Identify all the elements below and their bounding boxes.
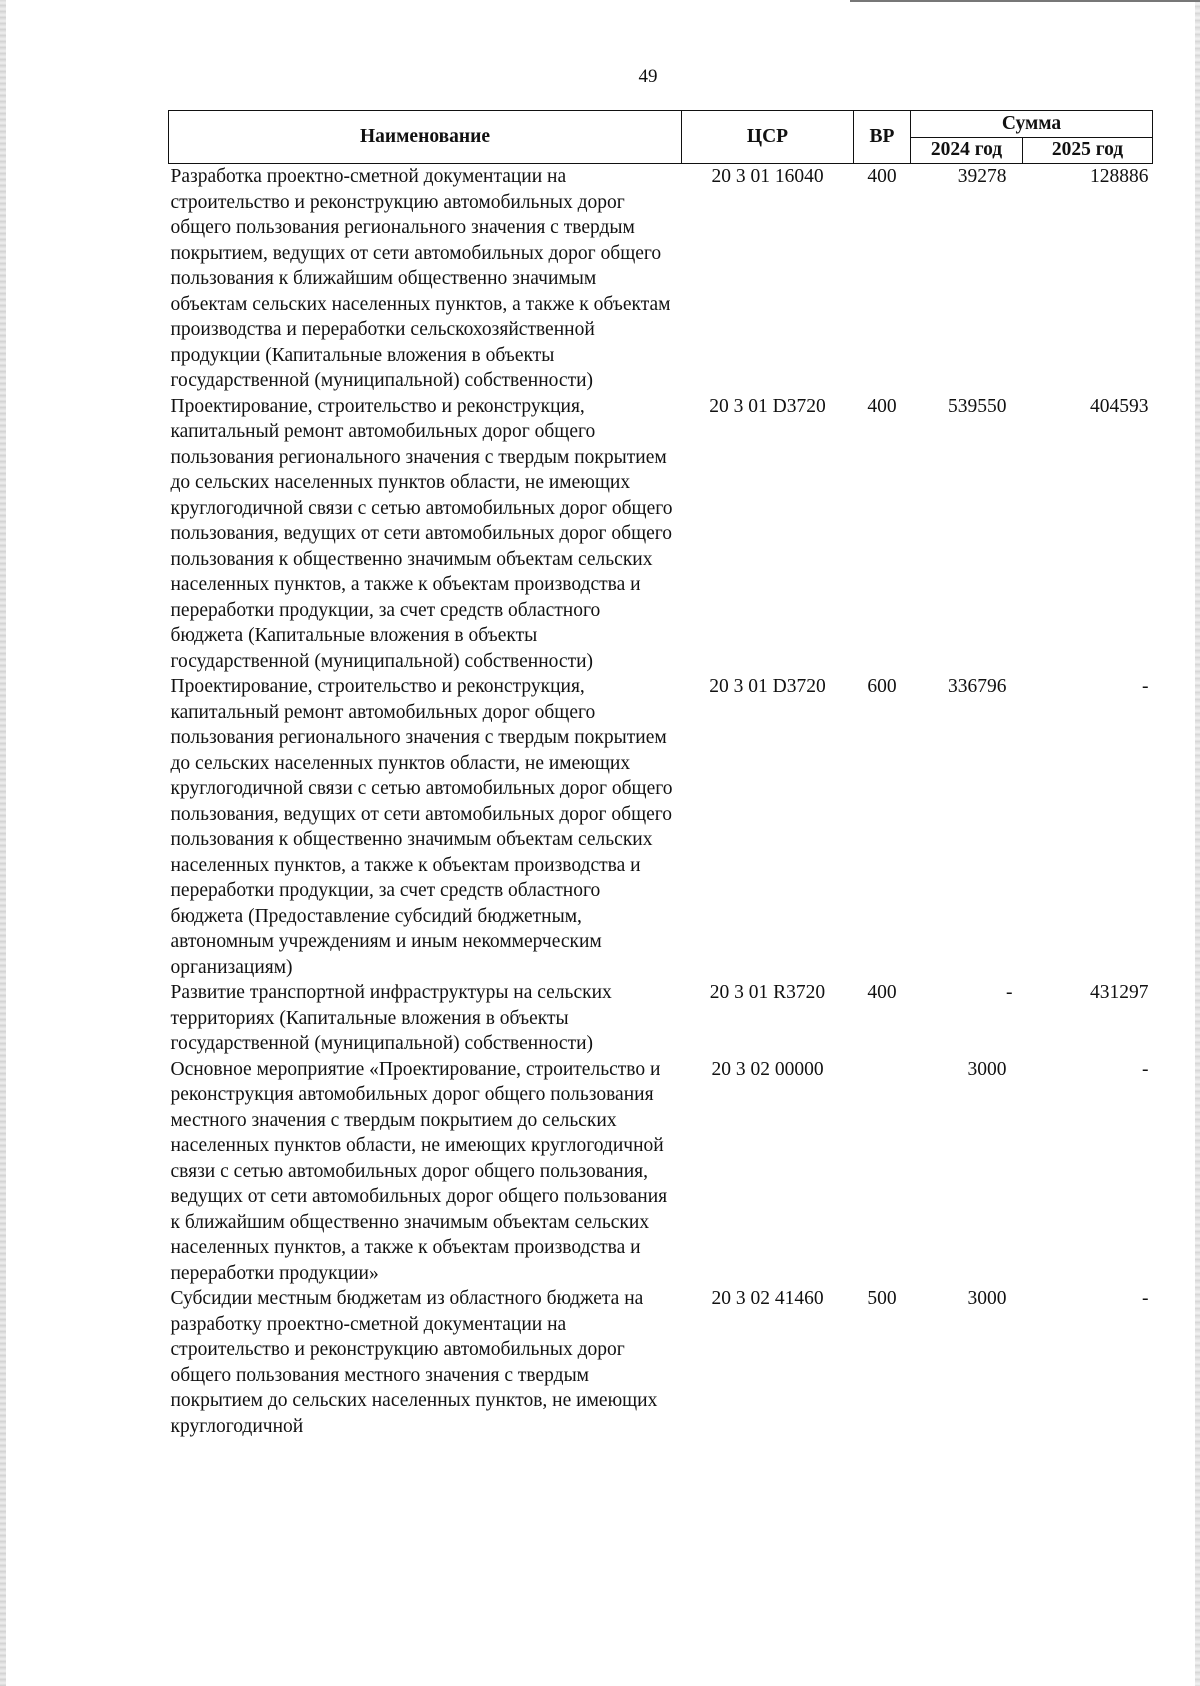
row-name: Проектирование, строительство и реконструкция, капитальный ремонт автомобильных дорог общего пользования регионального значения с твердым покрытием до сельских населенных пунктов области, не имеющих круглогодичной связи с сетью автомобильных дорог общего пользования, ведущих от сети автомобильных дорог общего пользования к общественно значимым объектам сельских населенных пунктов, а также к объектам производства и переработки продукции, за счет средств областного бюджета (Предоставление субсидий бюджетным, автономным учреждениям и иным некоммерческим организациям) (170, 676, 673, 978)
row-sum-2024: 3000 (967, 1058, 1007, 1080)
row-sum-2025: 128886 (1090, 166, 1149, 187)
row-name: Основное мероприятие «Проектирование, строительство и реконструкция автомобильных дорог общего пользования местного значения с твердым покрытием до сельских населенных пунктов области, не имеющих круглогодичной связи с сетью автомобильных дорог общего пользования, ведущих от сети автомобильных дорог общего пользования к ближайшим общественно значимым объектам сельских населенных пунктов, а также к объектам производства и переработки продукции» (170, 1058, 668, 1284)
row-sum-2024: 3000 (967, 1288, 1007, 1309)
row-csr: 20 3 01 16040 (711, 166, 824, 187)
row-sum-2024: 336796 (948, 676, 1007, 697)
header-name: Наименование (169, 111, 682, 164)
header-year-2025: 2025 год (1023, 137, 1153, 164)
row-csr: 20 3 01 D3720 (709, 676, 826, 697)
page-number: 49 (638, 66, 658, 87)
table-row (169, 394, 1153, 675)
row-vr: 400 (867, 395, 897, 417)
row-name: Проектирование, строительство и реконструкция, капитальный ремонт автомобильных дорог общего пользования регионального значения с твердым покрытием до сельских населенных пунктов области, не имеющих круглогодичной связи с сетью автомобильных дорог общего пользования, ведущих от сети автомобильных дорог общего пользования к общественно значимым объектам сельских населенных пунктов, а также к объектам производства и переработки продукции, за счет средств областного бюджета (Капитальные вложения в объекты государственной (муниципальной) собственности) (170, 395, 673, 672)
row-sum-2024: - (1006, 982, 1013, 1003)
header-year-2024: 2024 год (911, 137, 1023, 164)
row-vr (854, 1057, 911, 1287)
row-sum-2024: 39278 (957, 166, 1007, 187)
table-row (169, 164, 1153, 394)
header-csr: ЦСР (682, 111, 854, 164)
row-sum-2025: 404593 (1090, 395, 1149, 417)
row-name: Разработка проектно-сметной документации на строительство и реконструкцию автомобильных дорог общего пользования регионального значения с твердым покрытием, ведущих от сети автомобильных дорог общего пользования к ближайшим общественно значимым объектам сельских населенных пунктов, а также к объектам производства и переработки сельскохозяйственной продукции (Капитальные вложения в объекты государственной (муниципальной) собственности) (170, 166, 671, 391)
header-sum: Сумма (911, 111, 1153, 138)
row-vr: 400 (867, 166, 897, 187)
scan-edge-right (1195, 0, 1200, 1686)
row-csr: 20 3 01 R3720 (709, 982, 826, 1003)
row-csr: 20 3 02 00000 (711, 1058, 824, 1080)
row-name: Субсидии местным бюджетам из областного бюджета на разработку проектно-сметной документации на строительство и реконструкцию автомобильных дорог общего пользования местного значения с твердым покрытием до сельских населенных пунктов, не имеющих круглогодичной (170, 1288, 658, 1437)
table-row (169, 674, 1153, 980)
row-vr: 400 (867, 982, 897, 1003)
row-sum-2025: 431297 (1090, 982, 1149, 1003)
scan-edge-top (850, 0, 1200, 2)
row-sum-2025: - (1142, 1288, 1149, 1309)
header-vr: ВР (854, 111, 911, 164)
table-row (169, 1286, 1153, 1439)
row-sum-2024: 539550 (948, 395, 1007, 417)
table-row (169, 1057, 1153, 1287)
row-vr: 500 (867, 1288, 897, 1309)
table-row (169, 980, 1153, 1057)
row-vr: 600 (867, 676, 897, 697)
row-name: Развитие транспортной инфраструктуры на сельских территориях (Капитальные вложения в объекты государственной (муниципальной) собственности) (170, 982, 612, 1054)
table-header (169, 111, 1153, 164)
row-csr: 20 3 01 D3720 (709, 395, 826, 417)
row-sum-2025: - (1142, 1058, 1149, 1080)
row-csr: 20 3 02 41460 (711, 1288, 824, 1309)
row-sum-2025: - (1142, 676, 1149, 697)
budget-table (168, 110, 1153, 1439)
scan-edge-left (0, 0, 6, 1686)
